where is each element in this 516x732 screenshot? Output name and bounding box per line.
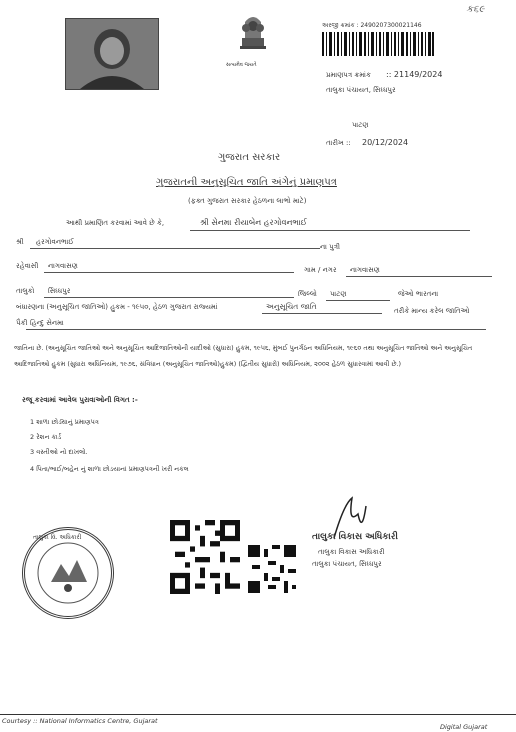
taluka-underline <box>44 297 294 298</box>
issuing-office: તાલુકા પંચાયત, સિધ્ધપુર <box>326 86 396 94</box>
village-label: ગામ / નગર <box>304 266 337 274</box>
document-item: 3 વસ્તીઓ નો દાખલો. <box>30 448 88 456</box>
caste-prefix: પૈકી <box>16 319 28 327</box>
legal-paragraph: જાતિના છે. (અનુસૂચિત જાતિઓ અને અનુસૂચિત આદિજાતિઓની યાદીઓ (સુધારા) હુકમ, ૧૯૫૬, મુંબઈ પુનર્ગઠન અધિનિયમ, ૧૯૬૦ તથા અનુસૂચિત જાતિઓ અને અનુસૂચિત આદિજાતિઓ હુકમ (સુધારા અધિનિયમ, ૧૯૭૬, સંવિધાન (અનુસૂચિત જાતિઓ)હુકમ) (દ્વિતીય સુધારો) અધિનિયમ, ૨૦૦૨ હેઠળ સુધારવામાં આવી છે.) <box>14 344 473 368</box>
application-number: અરજી ક્રમાંક : 2490207300021146 <box>322 22 422 29</box>
document-item: 2 રેશન કાર્ડ <box>30 433 62 441</box>
signatory-stamp: તાલુકા વિકાસ અધિકારી <box>318 548 385 556</box>
government-heading: ગુજરાત સરકાર <box>218 152 281 163</box>
office-seal <box>22 527 114 619</box>
father-underline <box>30 248 320 249</box>
qr-code-icon <box>170 520 240 594</box>
issue-date: 20/12/2024 <box>362 138 409 147</box>
shri-label: શ્રી <box>16 238 24 246</box>
residence-underline <box>44 272 294 273</box>
applicant-photo <box>65 18 159 90</box>
signatory-office: તાલુકા પંચાયત, સિધ્ધપુર <box>312 560 382 568</box>
listed-text: તરીકે માન્ય કરેલ જાતિઓ <box>394 307 470 315</box>
village: નાગવાસણ <box>350 266 380 274</box>
person-name: શ્રી સેનમા રીયાબેન હરગોવનભાઈ <box>200 218 307 227</box>
taluka-label: તાલુકો <box>16 287 35 295</box>
footer-courtesy: Courtesy :: National Informatics Centre, Gujarat <box>2 717 158 725</box>
certificate-title: ગુજરાતની અનુસૂચિત જાતિ અંગેનું પ્રમાણપત્ર <box>156 177 337 188</box>
category: અનુસૂચિત જાતિ <box>266 302 317 311</box>
relation: ના પુત્રી <box>320 243 341 251</box>
certificate-number-label: પ્રમાણપત્ર ક્રમાંક <box>326 71 371 79</box>
village-underline <box>346 276 492 277</box>
qr-code-icon <box>248 545 296 593</box>
state-text: જેઓ ભારતના <box>398 290 439 298</box>
document-item: 4 પિતા/ભાઈ/બહેન નું શાળા છોડયાનાં પ્રમાણપત્રની ખરી નકલ <box>30 465 189 473</box>
category-underline <box>262 313 382 314</box>
district-underline <box>326 300 390 301</box>
barcode-icon <box>322 32 434 56</box>
corner-note: ક૬૯ <box>466 4 485 15</box>
residence-label: રહેવાસી <box>16 262 39 270</box>
document-item: 1 શાળા છોડ્યાનું પ્રમાણપત્ર <box>30 418 99 426</box>
caste: હિન્દુ સેનમા <box>30 319 64 327</box>
certificate-subtitle: (ફક્ત ગુજરાત સરકાર હેઠળના લાભો માટે) <box>188 197 307 205</box>
seal-text: તાલુકા વિ. અધિકારી <box>33 534 82 541</box>
caste-underline <box>26 329 486 330</box>
date-label: તારીખ :: <box>326 139 351 147</box>
residence: નાગવાસણ <box>48 262 78 270</box>
footer-divider <box>0 714 516 715</box>
name-underline <box>190 230 470 231</box>
father-name: હરગોવનભાઈ <box>36 238 74 246</box>
certify-text: આથી પ્રમાણિત કરવામાં આવે છે કે, <box>66 219 165 227</box>
district: પાટણ <box>330 290 347 298</box>
signatory-title: તાલુકા વિકાસ અધિકારી <box>312 532 399 542</box>
act-text: બંધારણના (અનુસૂચિત જાતિઓ) હુકમ - ૧૯૫૦, હેઠળ ગુજરાત રાજ્યમાં <box>16 303 218 311</box>
emblem-caption: સત્યમેવ જયતે <box>226 62 257 68</box>
national-emblem-icon <box>228 10 278 62</box>
district-label: જિલ્લો <box>298 290 317 298</box>
taluka: સિધ્ધપુર <box>48 287 71 295</box>
place: પાટણ <box>352 121 369 129</box>
footer-brand: Digital Gujarat <box>440 723 488 731</box>
documents-heading: રજૂ કરવામાં આવેલ પુરાવાઓની વિગત :- <box>22 396 138 404</box>
certificate-number: :: 21149/2024 <box>386 70 443 79</box>
